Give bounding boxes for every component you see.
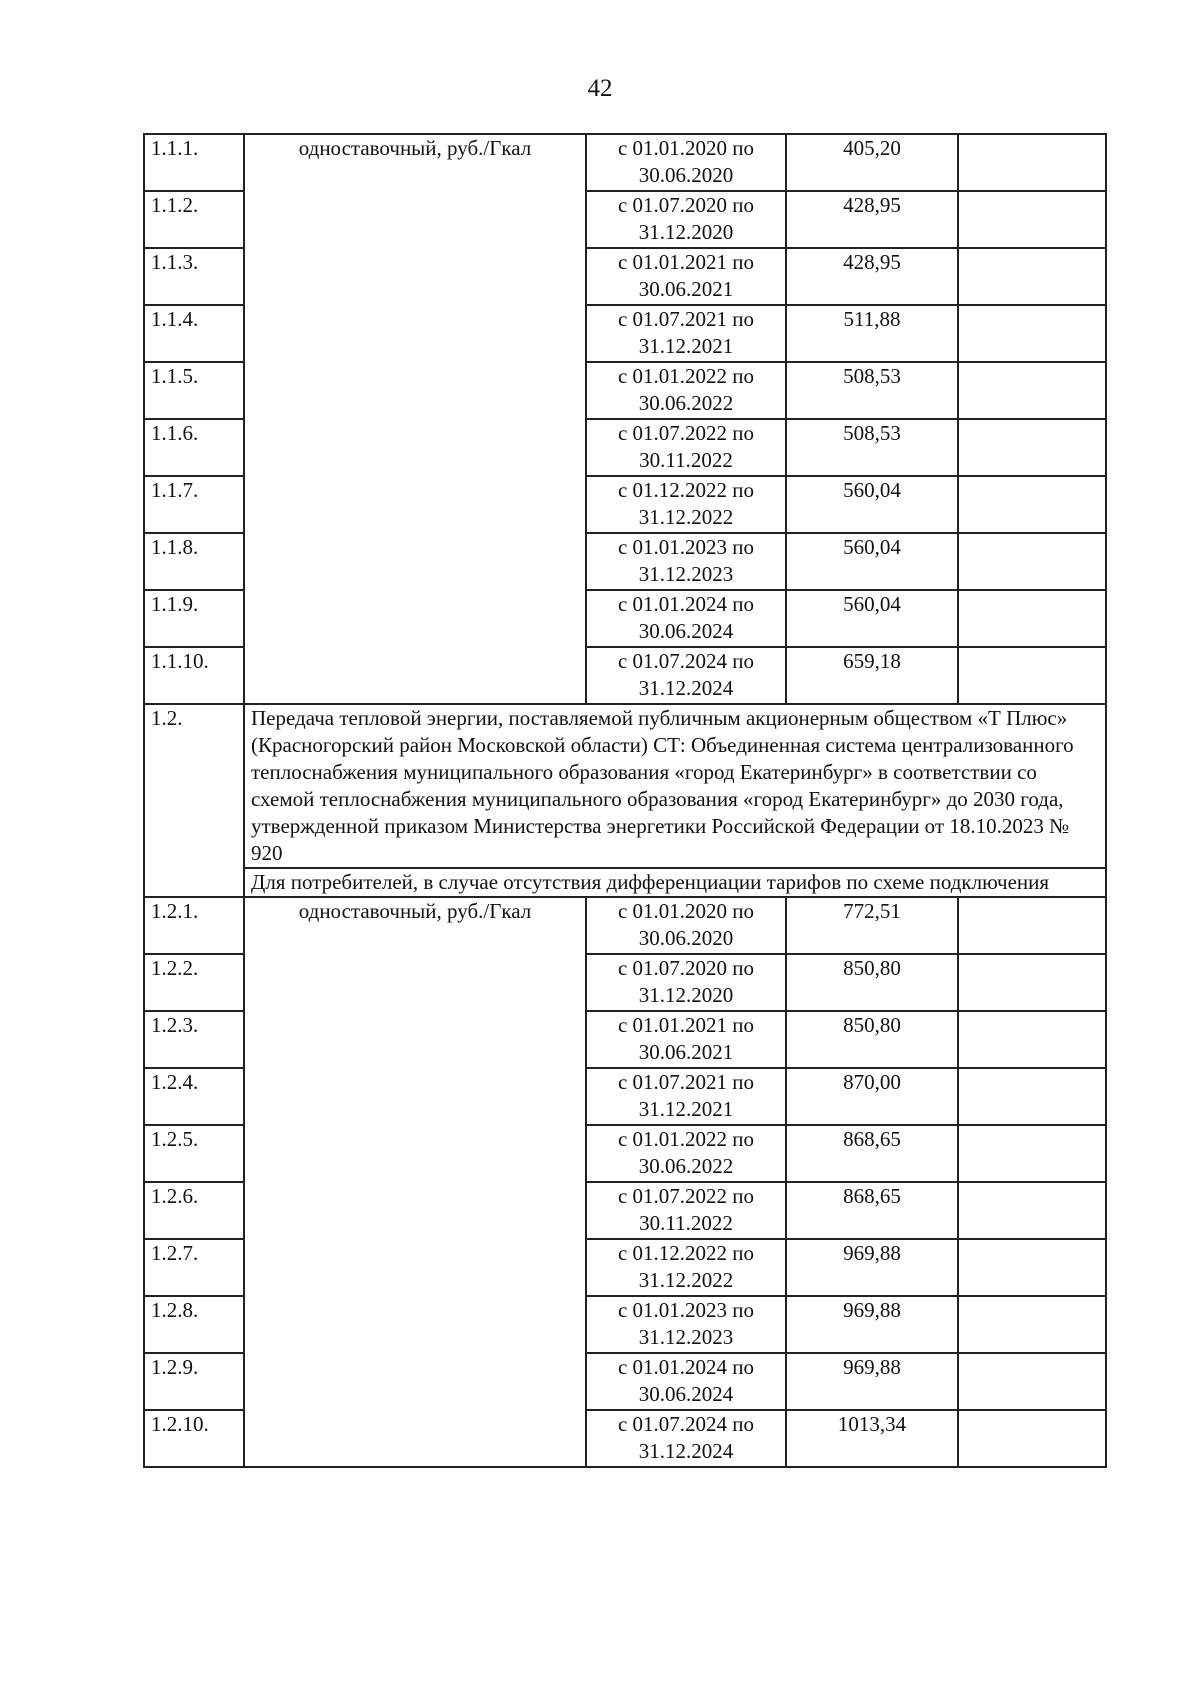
- period-to: 30.06.2024: [638, 619, 734, 643]
- table-row: [144, 134, 1106, 191]
- period-cell: [586, 954, 786, 1011]
- row-number: 1.1.10.: [144, 647, 244, 704]
- row-number: 1.1.5.: [144, 362, 244, 419]
- tariff-value: 1013,34: [786, 1410, 958, 1467]
- period-cell: [586, 134, 786, 191]
- row-number: 1.1.4.: [144, 305, 244, 362]
- tariff-value: 659,18: [786, 647, 958, 704]
- row-number: 1.2.2.: [144, 954, 244, 1011]
- note-cell: [958, 1011, 1106, 1068]
- row-number: 1.1.6.: [144, 419, 244, 476]
- period-cell: [586, 1011, 786, 1068]
- period-from: с 01.01.2023 по: [617, 1298, 755, 1322]
- row-number: 1.1.3.: [144, 248, 244, 305]
- row-number: 1.2.3.: [144, 1011, 244, 1068]
- note-cell: [958, 954, 1106, 1011]
- section-subheading-row: [144, 868, 1106, 897]
- row-number: 1.1.9.: [144, 590, 244, 647]
- period-cell: [586, 476, 786, 533]
- row-number: 1.2.8.: [144, 1296, 244, 1353]
- tariff-value: 870,00: [786, 1068, 958, 1125]
- period-from: с 01.01.2020 по: [617, 899, 755, 923]
- period-to: 31.12.2024: [638, 1439, 734, 1463]
- tariff-value: 772,51: [786, 897, 958, 954]
- note-cell: [958, 248, 1106, 305]
- tariff-value: 428,95: [786, 191, 958, 248]
- row-number: 1.2.10.: [144, 1410, 244, 1467]
- tariff-value: 850,80: [786, 1011, 958, 1068]
- period-to: 30.06.2022: [638, 391, 734, 415]
- note-cell: [958, 590, 1106, 647]
- row-number: 1.2.9.: [144, 1353, 244, 1410]
- period-from: с 01.07.2021 по: [617, 307, 755, 331]
- period-to: 31.12.2023: [638, 1325, 734, 1349]
- period-cell: [586, 191, 786, 248]
- period-from: с 01.01.2024 по: [617, 1355, 755, 1379]
- period-from: с 01.07.2024 по: [617, 649, 755, 673]
- period-to: 30.06.2022: [638, 1154, 734, 1178]
- period-cell: [586, 419, 786, 476]
- period-to: 30.06.2024: [638, 1382, 734, 1406]
- note-cell: [958, 1239, 1106, 1296]
- period-from: с 01.01.2022 по: [617, 364, 755, 388]
- tariff-value: 428,95: [786, 248, 958, 305]
- tariff-value: 560,04: [786, 476, 958, 533]
- page-number: 42: [587, 75, 613, 102]
- tariff-value: 560,04: [786, 590, 958, 647]
- note-cell: [958, 476, 1106, 533]
- period-to: 31.12.2021: [638, 1097, 734, 1121]
- tariff-value: 560,04: [786, 533, 958, 590]
- note-cell: [958, 1182, 1106, 1239]
- tariff-value: 405,20: [786, 134, 958, 191]
- row-number: 1.1.7.: [144, 476, 244, 533]
- period-from: с 01.07.2024 по: [617, 1412, 755, 1436]
- period-from: с 01.07.2020 по: [617, 956, 755, 980]
- note-cell: [958, 362, 1106, 419]
- period-cell: [586, 362, 786, 419]
- note-cell: [958, 1125, 1106, 1182]
- row-number: 1.2.7.: [144, 1239, 244, 1296]
- period-from: с 01.12.2022 по: [617, 478, 755, 502]
- period-to: 31.12.2022: [638, 1268, 734, 1292]
- period-to: 31.12.2021: [638, 334, 734, 358]
- note-cell: [958, 1353, 1106, 1410]
- period-from: с 01.01.2021 по: [617, 250, 755, 274]
- tariff-value: 868,65: [786, 1182, 958, 1239]
- tariff-value: 969,88: [786, 1239, 958, 1296]
- tariff-value: 850,80: [786, 954, 958, 1011]
- period-cell: [586, 1125, 786, 1182]
- section-number: 1.2.: [144, 704, 244, 897]
- period-from: с 01.01.2022 по: [617, 1127, 755, 1151]
- tariff-value: 868,65: [786, 1125, 958, 1182]
- period-cell: [586, 590, 786, 647]
- period-cell: [586, 897, 786, 954]
- section-header-row: [144, 704, 1106, 868]
- period-from: с 01.01.2023 по: [617, 535, 755, 559]
- period-cell: [586, 305, 786, 362]
- tariff-value: 508,53: [786, 362, 958, 419]
- period-cell: [586, 533, 786, 590]
- row-number: 1.2.5.: [144, 1125, 244, 1182]
- period-to: 30.06.2021: [638, 277, 734, 301]
- period-cell: [586, 1068, 786, 1125]
- note-cell: [958, 1410, 1106, 1467]
- period-from: с 01.07.2020 по: [617, 193, 755, 217]
- row-number: 1.1.8.: [144, 533, 244, 590]
- note-cell: [958, 647, 1106, 704]
- note-cell: [958, 533, 1106, 590]
- period-to: 31.12.2020: [638, 983, 734, 1007]
- tariff-table-body: [144, 134, 1106, 1467]
- period-to: 31.12.2022: [638, 505, 734, 529]
- note-cell: [958, 1068, 1106, 1125]
- period-to: 30.06.2020: [638, 163, 734, 187]
- row-number: 1.2.4.: [144, 1068, 244, 1125]
- note-cell: [958, 1296, 1106, 1353]
- period-cell: [586, 647, 786, 704]
- period-cell: [586, 1296, 786, 1353]
- period-from: с 01.01.2024 по: [617, 592, 755, 616]
- period-to: 30.06.2020: [638, 926, 734, 950]
- period-cell: [586, 1182, 786, 1239]
- period-from: с 01.01.2021 по: [617, 1013, 755, 1037]
- period-from: с 01.07.2022 по: [617, 421, 755, 445]
- section-description: Передача тепловой энергии, поставляемой публичным акционерным обществом «Т Плюс» (Красногорский район Московской области) СТ: Объединенная система централизованного теплоснабжения муниципального образования «город Екатеринбург» в соответствии со схемой теплоснабжения муниципального образования «город Екатеринбург» до 2030 года, утвержденной приказом Министерства энергетики Российской Федерации от 18.10.2023 № 920: [244, 704, 1106, 868]
- table-row: [144, 897, 1106, 954]
- period-cell: [586, 1410, 786, 1467]
- period-cell: [586, 248, 786, 305]
- row-number: 1.1.1.: [144, 134, 244, 191]
- tariff-value: 969,88: [786, 1353, 958, 1410]
- row-number: 1.1.2.: [144, 191, 244, 248]
- row-number: 1.2.6.: [144, 1182, 244, 1239]
- tariff-value: 511,88: [786, 305, 958, 362]
- tariff-table: [143, 133, 1107, 1468]
- tariff-value: 969,88: [786, 1296, 958, 1353]
- period-to: 31.12.2023: [638, 562, 734, 586]
- period-from: с 01.07.2021 по: [617, 1070, 755, 1094]
- period-to: 31.12.2024: [638, 676, 734, 700]
- unit-label: одноставочный, руб./Гкал: [244, 134, 586, 704]
- period-to: 30.06.2021: [638, 1040, 734, 1064]
- period-to: 30.11.2022: [639, 1211, 733, 1235]
- period-to: 30.11.2022: [639, 448, 733, 472]
- note-cell: [958, 897, 1106, 954]
- note-cell: [958, 191, 1106, 248]
- period-from: с 01.12.2022 по: [617, 1241, 755, 1265]
- tariff-value: 508,53: [786, 419, 958, 476]
- note-cell: [958, 419, 1106, 476]
- period-cell: [586, 1353, 786, 1410]
- period-cell: [586, 1239, 786, 1296]
- period-from: с 01.01.2020 по: [617, 136, 755, 160]
- section-subheading: Для потребителей, в случае отсутствия дифференциации тарифов по схеме подключения: [244, 868, 1106, 897]
- row-number: 1.2.1.: [144, 897, 244, 954]
- note-cell: [958, 134, 1106, 191]
- period-to: 31.12.2020: [638, 220, 734, 244]
- note-cell: [958, 305, 1106, 362]
- unit-label: одноставочный, руб./Гкал: [244, 897, 586, 1467]
- period-from: с 01.07.2022 по: [617, 1184, 755, 1208]
